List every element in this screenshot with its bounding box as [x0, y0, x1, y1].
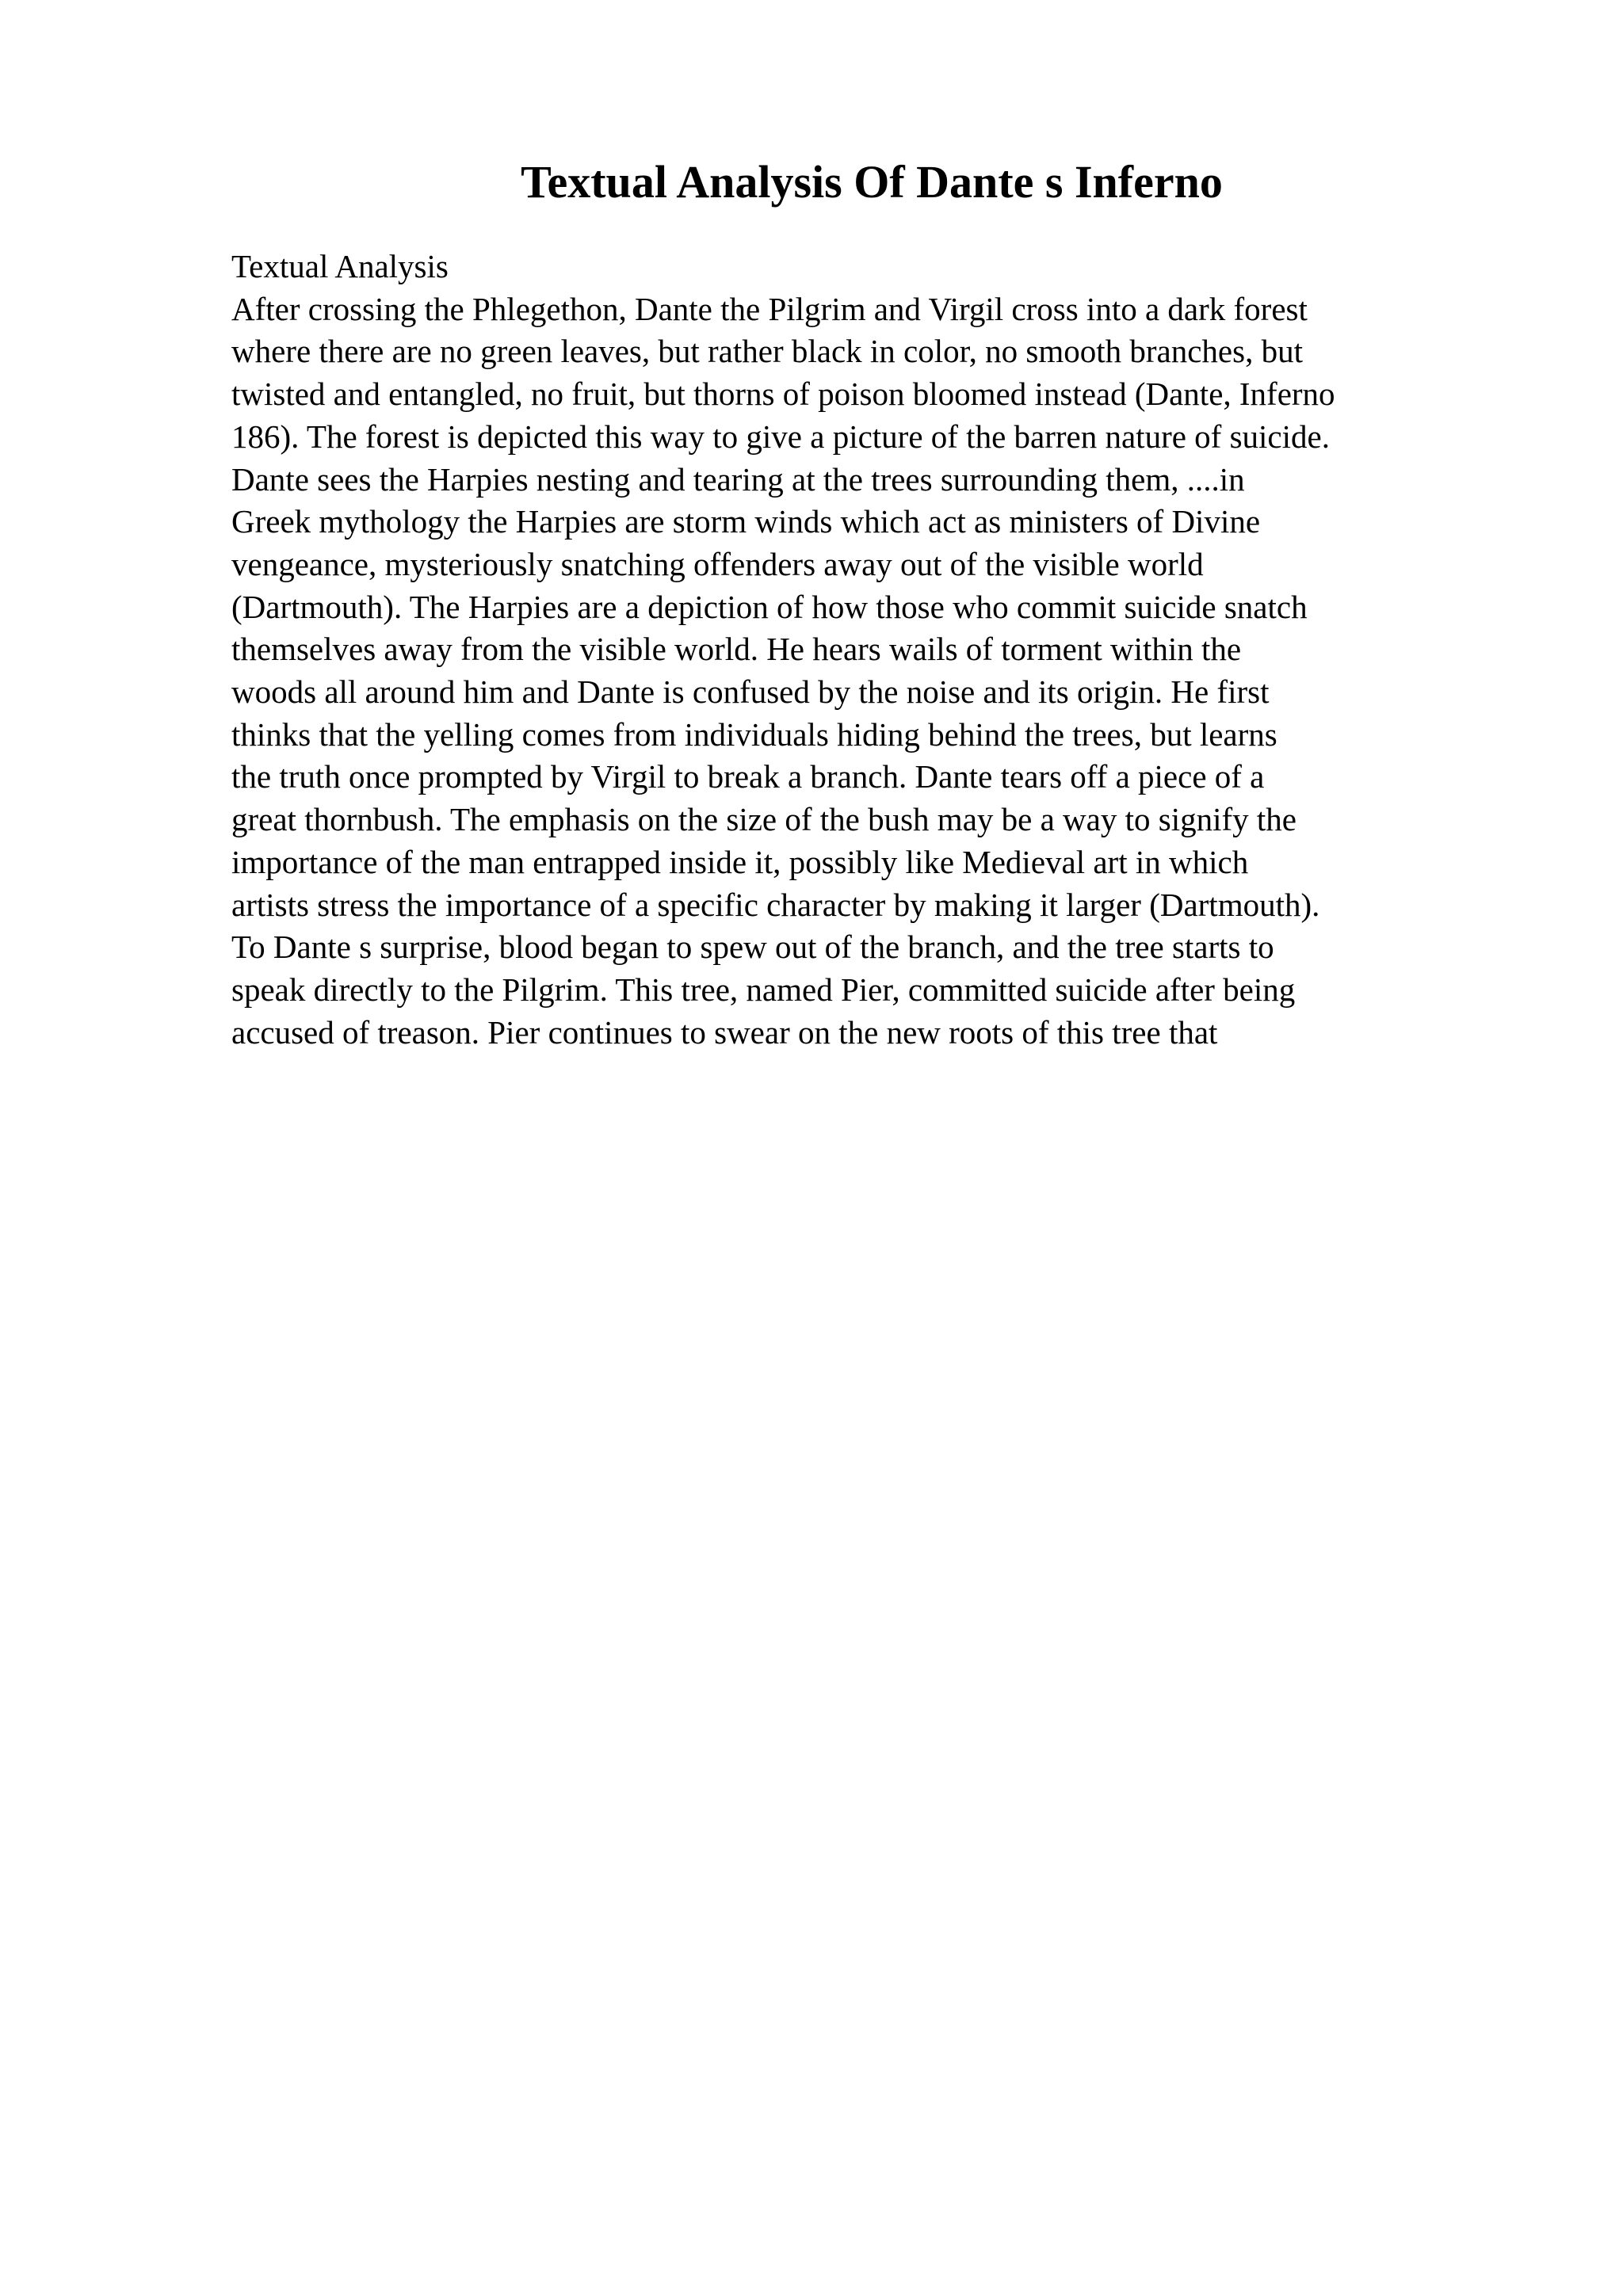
document-title: Textual Analysis Of Dante s Inferno: [521, 156, 1223, 208]
text-line: Dante sees the Harpies nesting and tearing at the trees surrounding them, ....in: [231, 460, 1245, 498]
text-line: (Dartmouth). The Harpies are a depiction of how those who commit suicide snatch: [231, 588, 1308, 625]
text-line: Textual Analysis: [231, 248, 449, 284]
text-line: vengeance, mysteriously snatching offenders away out of the visible world: [231, 545, 1204, 582]
text-line: woods all around him and Dante is confused by the noise and its origin. He first: [231, 673, 1270, 711]
text-line: twisted and entangled, no fruit, but thorns of poison bloomed instead (Dante, Inferno: [231, 376, 1335, 413]
text-line: 186). The forest is depicted this way to give a picture of the barren nature of suicide.: [231, 418, 1330, 455]
text-line: great thornbush. The emphasis on the size of the bush may be a way to signify the: [231, 801, 1296, 838]
text-line: themselves away from the visible world. He hears wails of torment within the: [231, 631, 1242, 668]
text-line: After crossing the Phlegethon, Dante the Pilgrim and Virgil cross into a dark forest: [231, 290, 1308, 327]
text-line: accused of treason. Pier continues to swear on the new roots of this tree that: [231, 1013, 1218, 1051]
text-line: thinks that the yelling comes from individuals hiding behind the trees, but learns: [231, 715, 1277, 753]
text-line: the truth once prompted by Virgil to break a branch. Dante tears off a piece of a: [231, 758, 1265, 795]
text-line: speak directly to the Pilgrim. This tree, named Pier, committed suicide after being: [231, 971, 1296, 1008]
text-line: importance of the man entrapped inside it, possibly like Medieval art in which: [231, 843, 1249, 880]
text-line: To Dante s surprise, blood began to spew out of the branch, and the tree starts to: [231, 929, 1274, 966]
text-line: artists stress the importance of a specific character by making it larger (Dartmouth).: [231, 886, 1320, 923]
text-line: Greek mythology the Harpies are storm winds which act as ministers of Divine: [231, 503, 1261, 540]
text-line: where there are no green leaves, but rather black in color, no smooth branches, but: [231, 333, 1303, 370]
document-body: [231, 246, 1579, 1054]
